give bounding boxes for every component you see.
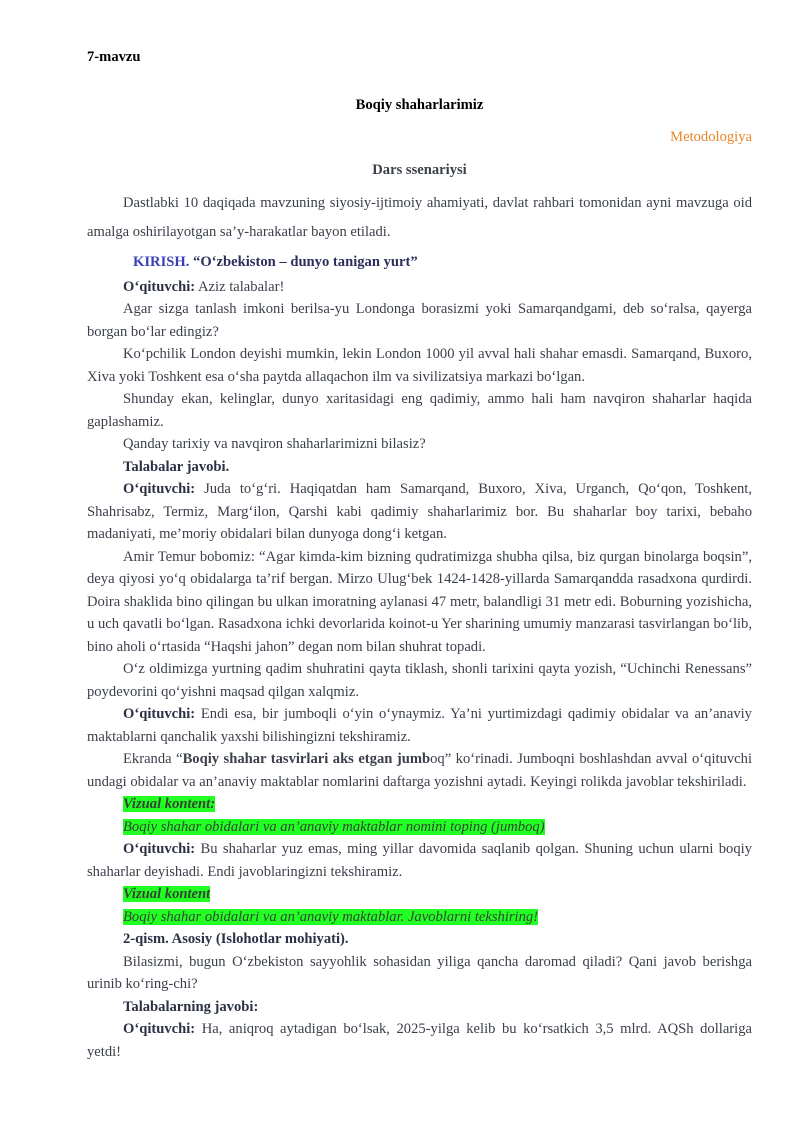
teacher-label: O‘qituvchi: [123, 278, 196, 295]
paragraph-london: Ko‘pchilik London deyishi mumkin, lekin London 1000 yil avval hali shahar emasdi. Samarqand, Buxoro, Xiva yoki Toshkent esa o‘sha paytda allaqachon ilm va sivilizatsiya markazi bo‘lgan. [87, 346, 752, 385]
visual-content-label-2: Vizual kontent [123, 886, 211, 902]
kirish-title: “O‘zbekiston – dunyo tanigan yurt” [193, 254, 418, 270]
teacher-text: Ha, aniqroq aytadigan bo‘lsak, 2025-yilga kelib bu ko‘rsatkich 3,5 mlrd. AQSh dollariga yetdi! [87, 1021, 752, 1060]
document-title: Boqiy shaharlarimiz [355, 96, 484, 113]
teacher-text: Bu shaharlar yuz emas, ming yillar davomida saqlanib qolgan. Shuning uchun ularni boqiy shaharlar deyishadi. Endi javoblaringizni tekshiramiz. [87, 841, 752, 880]
teacher-line-3 [87, 703, 752, 748]
students-answer-label: Talabalar javobi. [123, 458, 230, 475]
teacher-text: Aziz talabalar! [198, 278, 285, 295]
teacher-label: O‘qituvchi: [123, 706, 196, 722]
teacher-line-2 [87, 478, 752, 546]
paragraph-renaissance: O‘z oldimizga yurtning qadim shuhratini qayta tiklash, shonli tarixini qayta yozish, “Uchinchi Renessans” poydevorini qo‘yishni maqsad qilgan xalqmiz. [87, 661, 752, 700]
teacher-label: O‘qituvchi: [123, 841, 196, 857]
paragraph-cities-question: Qanday tarixiy va navqiron shaharlarimizni bilasiz? [123, 436, 426, 452]
teacher-label: O‘qituvchi: [123, 1021, 196, 1037]
teacher-line-1 [87, 276, 752, 299]
paragraph-tourism: Bilasizmi, bugun O‘zbekiston sayyohlik sohasidan yiliga qancha daromad qiladi? Qani javob berishga urinib ko‘ring-chi? [87, 953, 752, 992]
paragraph-screen: Ekranda “Boqiy shahar tasvirlari aks etgan jumboq” ko‘rinadi. Jumboqni boshlashdan avval o‘qituvchi undagi obidalar va an’anaviy maktablar nomlarini daftarga yozishni aytadi. Keyingi rolikda javoblar tekshiriladi. [87, 751, 752, 790]
visual-content-text-2: Boqiy shahar obidalari va an’anaviy maktablar. Javoblarni tekshiring! [123, 908, 539, 925]
students-answer-label-2: Talabalarning javobi: [123, 998, 259, 1015]
visual-content-label-1: Vizual kontent: [123, 796, 216, 812]
intro-paragraph: Dastlabki 10 daqiqada mavzuning siyosiy-ijtimoiy ahamiyati, davlat rahbari tomonidan ayni mavzuga oid amalga oshirilayotgan sa’y-harakatlar bayon etiladi. [87, 195, 752, 240]
teacher-label: O‘qituvchi: [123, 481, 196, 497]
teacher-line-4 [87, 838, 752, 883]
teacher-text: Endi esa, bir jumboqli o‘yin o‘ynaymiz. Ya’ni yurtimizdagi qadimiy obidalar va an’anaviy maktablarni qanchalik yaxshi bilishingizni tekshiramiz. [87, 706, 752, 745]
paragraph-amir-temur: Amir Temur bobomiz: “Agar kimda-kim bizning qudratimizga shubha qilsa, biz qurgan binolarga boqsin”, deya qiyosi yo‘q obidalarga ta’rif bergan. Mirzo Ulug‘bek 1424-1428-yillarda Samarqandda rasadxona qurdirdi. Doira shaklida bino qilingan bu ulkan imoratning aylanasi 47 metr, balandligi 31 metr edi. Boburning yozishicha, u uch qavatli bo‘lgan. Rasadxona ichki devorlarida koinot-u Yer sharining umumiy manzarasi tasvirlangan bo‘lib, bino aholi o‘rtasida “Haqshi jahon” degan nom bilan shuhrat topadi. [87, 548, 752, 655]
kirish-heading [87, 251, 752, 274]
kirish-label: KIRISH. [133, 254, 190, 270]
scenario-heading: Dars ssenariysi [372, 161, 467, 178]
part2-heading: 2-qism. Asosiy (Islohotlar mohiyati). [123, 931, 349, 947]
paragraph-question: Agar sizga tanlash imkoni berilsa-yu Londonga borasizmi yoki Samarqandgami, deb so‘ralsa, qayerga borgan bo‘lar edingiz? [87, 301, 752, 340]
teacher-line-5 [87, 1018, 752, 1063]
methodology-label: Metodologiya [670, 129, 752, 145]
topic-label: 7-mavzu [87, 49, 141, 65]
teacher-text: Juda to‘g‘ri. Haqiqatdan ham Samarqand, Buxoro, Xiva, Urganch, Qo‘qon, Toshkent, Shahrisabz, Termiz, Marg‘ilon, Qarshi kabi qadimiy shaharlarimiz bor. Bu shaharlar boy tarixi, bebaho madaniyati, me’moriy obidalari bilan dunyoga dong‘i ketgan. [87, 481, 752, 542]
visual-content-text-1: Boqiy shahar obidalari va an’anaviy maktablar nomini toping (jumboq) [123, 818, 545, 835]
paragraph-map: Shunday ekan, kelinglar, dunyo xaritasidagi eng qadimiy, ammo hali ham navqiron shaharlar haqida gaplashamiz. [87, 391, 752, 430]
